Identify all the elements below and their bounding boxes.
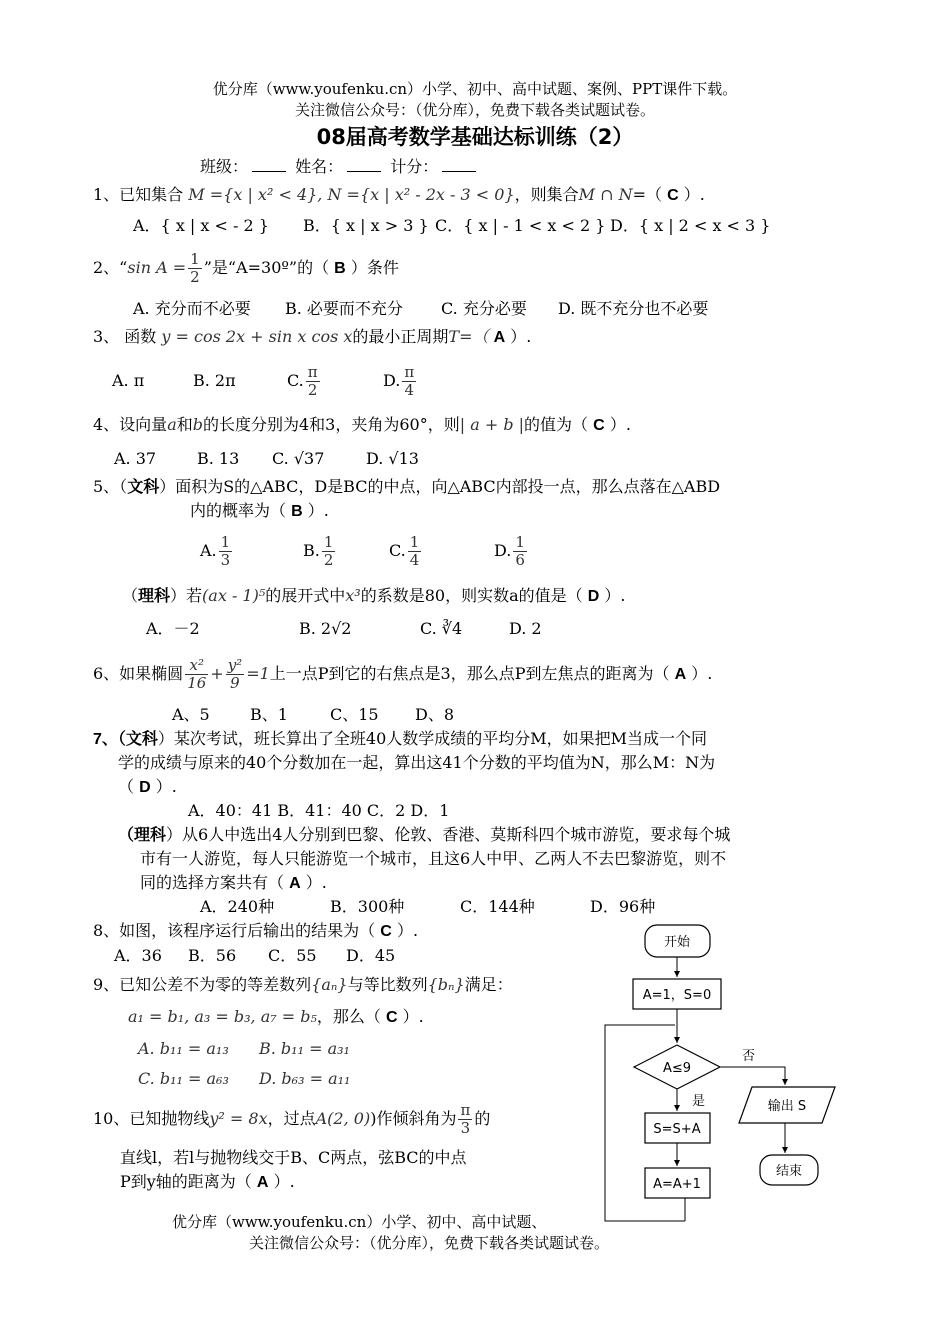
question-6	[93, 651, 712, 698]
q8-end: ）.	[396, 921, 419, 940]
q7-text3-a: （	[118, 777, 135, 796]
q7b-text1: ）从6人中选出4人分别到巴黎、伦敦、香港、莫斯科四个城市游览，要求每个城	[166, 825, 731, 844]
q7b-prefix: （	[118, 827, 135, 844]
q2-frac-den: 2	[190, 268, 200, 286]
program-flowchart	[600, 915, 930, 1235]
q1-answer: C	[667, 187, 679, 204]
q7b-option-b: B．300种	[330, 897, 405, 916]
q3-option-b: B. 2π	[193, 371, 236, 390]
q10-fraction	[458, 1102, 472, 1137]
question-4	[93, 414, 631, 437]
q7b-line-3	[140, 872, 327, 895]
student-info	[200, 156, 480, 178]
q2-answer: B	[334, 260, 346, 277]
q1-expr: M ={x | x² < 4}, N ={x | x² - 2x - 3 < 0}	[188, 185, 515, 204]
q9-prefix: 9、已知公差不为零的等差数列	[93, 975, 312, 994]
q5-opt-b-den: 2	[323, 551, 334, 569]
q4-vec-b: b	[192, 415, 203, 434]
q9-option-d: D. b₆₃ = a₁₁	[259, 1069, 351, 1088]
flow-init-text: A=1，S=0	[642, 988, 712, 1003]
q9-tail: 满足：	[464, 975, 513, 994]
q1-option-a: A．{ x | x < - 2 }	[133, 216, 269, 235]
q4-option-b: B. 13	[197, 449, 240, 468]
q1-prefix: 1、已知集合	[93, 185, 184, 204]
flow-yes-label: 是	[692, 1094, 706, 1109]
q5-text2: 内的概率为（	[190, 501, 287, 520]
q5b-end: ）.	[604, 586, 626, 605]
q5-opt-d-num: 1	[515, 533, 525, 551]
q8-option-b: B．56	[188, 946, 237, 965]
q3-opt-c-num: π	[307, 363, 318, 381]
q5-end: ）.	[307, 501, 329, 520]
q10-answer: A	[256, 1174, 269, 1191]
q6-text: 上一点P到它的右焦点是3，那么点P到左焦点的距离为（	[269, 664, 670, 683]
question-3	[93, 326, 531, 349]
q7b-option-c: C．144种	[460, 897, 535, 916]
q5b-tag: 理科	[138, 588, 171, 605]
q7-tag: 文科	[125, 731, 158, 748]
q6-end: ）.	[691, 664, 713, 683]
q7-answer: D	[139, 779, 151, 796]
page-title: 08届高考数学基础达标训练（2）	[316, 125, 634, 149]
footer-line-2: 关注微信公众号：（优分库），免费下载各类试题试卷。	[249, 1234, 610, 1252]
q5-opt-a-label: A.	[200, 541, 217, 560]
q4-option-d: D. √13	[366, 449, 419, 468]
q9-mid: 与等比数列	[347, 975, 428, 994]
q2-frac-num: 1	[190, 250, 200, 268]
q2-option-c: C. 充分必要	[441, 299, 527, 318]
q4-answer: C	[593, 417, 605, 434]
q3-end: ）.	[510, 327, 532, 346]
q6-n1: x²	[185, 657, 208, 675]
q7-line-3	[118, 776, 177, 799]
q7b-option-a: A．240种	[200, 897, 275, 916]
q5-prefix: 5、（	[93, 477, 128, 496]
q9-option-c: C. b₁₁ = a₆₃	[138, 1069, 229, 1088]
q5-opt-d-den: 6	[515, 551, 525, 569]
q6-option-c: C、15	[330, 705, 379, 724]
q8-option-c: C．55	[268, 946, 317, 965]
q7-text1: ）某次考试，班长算出了全班40人数学成绩的平均分M，如果把M当成一个同	[157, 729, 708, 748]
class-blank	[252, 171, 286, 172]
q10-frac-num: π	[460, 1101, 471, 1119]
q4-mid: 的长度分别为4和3，夹角为60°，则	[203, 415, 460, 434]
q3-opt-d-frac	[402, 364, 416, 399]
question-7	[93, 728, 707, 751]
q10-frac-den: 3	[460, 1119, 471, 1137]
q3-mid: 的最小正周期	[352, 327, 449, 346]
q1-suffix: ，则集合	[514, 185, 579, 204]
question-1	[93, 184, 705, 207]
q7-line-2: 学的成绩与原来的40个分数加在一起，算出这41个分数的平均值为N，那么M：N为	[118, 753, 716, 772]
q5-opt-b-label: B.	[303, 541, 320, 560]
q6-answer: A	[674, 666, 687, 683]
q5-opt-c-frac	[408, 534, 422, 569]
q5-text1: ）面积为S的△ABC，D是BC的中点，向△ABC内部投一点，那么点落在△ABD	[159, 477, 721, 496]
flow-decision-text: A≤9	[662, 1061, 692, 1076]
q3-prefix: 3、 函数	[93, 327, 157, 346]
flow-body2-text: A=A+1	[653, 1177, 701, 1192]
q9-cond-tail: ，那么（	[316, 1007, 381, 1026]
q5-opt-d-label: D.	[494, 541, 512, 560]
q5b-x3: x³	[345, 586, 361, 605]
q7-options: A．40：41 B．41：40 C．2 D．1	[188, 801, 450, 820]
q9-option-b: B. b₁₁ = a₃₁	[259, 1039, 350, 1058]
q5b-answer: D	[587, 588, 600, 605]
q6-frac-2	[226, 657, 245, 692]
q3-opt-d-num: π	[404, 363, 415, 381]
q4-vec-a: a	[167, 415, 177, 434]
q5-opt-d-frac	[513, 534, 527, 569]
q4-option-c: C. √37	[272, 449, 325, 468]
flow-no-label: 否	[742, 1049, 756, 1064]
q10-end: ）.	[273, 1172, 295, 1191]
flow-body1-text: S=S+A	[653, 1122, 701, 1137]
q5b-option-c: C. ∛4	[420, 619, 463, 638]
q9-end: ）.	[402, 1007, 424, 1026]
q2-option-a: A. 充分而不必要	[133, 299, 251, 318]
q7b-text3: 同的选择方案共有（	[140, 873, 285, 892]
q5-tag: 文科	[127, 479, 160, 496]
q5-option-b	[303, 528, 337, 574]
q2-expr: sin A =	[127, 258, 187, 277]
q10-point: A(2, 0)	[315, 1109, 371, 1128]
q2-mid: ”是“A=30º”的（	[203, 258, 330, 277]
question-5b	[122, 585, 625, 608]
q10-line-3	[120, 1171, 295, 1194]
q1-tail: =（	[632, 185, 663, 204]
q5b-option-b: B. 2√2	[299, 619, 352, 638]
q6-option-a: A、5	[172, 705, 210, 724]
q3-opt-c-label: C.	[287, 371, 304, 390]
question-7b	[118, 824, 730, 847]
q5b-tail: 的系数是80，则实数a的值是（	[360, 586, 583, 605]
question-9	[93, 974, 513, 996]
q1-option-d: D．{ x | 2 < x < 3 }	[610, 216, 771, 235]
question-8	[93, 920, 418, 943]
q3-option-a: A. π	[112, 371, 145, 390]
q6-option-d: D、8	[415, 705, 455, 724]
q5-opt-c-label: C.	[389, 541, 406, 560]
q3-expr: y = cos 2x + sin x cos x	[161, 327, 353, 346]
q5-option-d	[494, 528, 529, 574]
question-10	[93, 1096, 490, 1142]
q3-option-d	[383, 358, 418, 404]
q5-option-a	[200, 528, 234, 574]
q5b-option-d: D. 2	[509, 619, 542, 638]
q3-opt-d-den: 4	[404, 381, 415, 399]
q7b-tag: 理科	[134, 827, 167, 844]
q10-expr: y² = 8x	[209, 1109, 268, 1128]
score-label: 计分：	[390, 157, 439, 176]
q8-option-a: A．36	[114, 946, 162, 965]
q10-mid: ，过点	[267, 1109, 316, 1128]
q3-option-c	[287, 358, 322, 404]
q4-tail: 的值为（	[524, 415, 589, 434]
q4-option-a: A. 37	[114, 449, 157, 468]
q5-answer: B	[291, 503, 303, 520]
q8-option-d: D．45	[346, 946, 396, 965]
flow-output-text: 输出 S	[767, 1099, 807, 1114]
q5b-prefix: （	[122, 586, 139, 605]
class-label: 班级：	[200, 157, 249, 176]
q3-opt-c-frac	[306, 364, 320, 399]
q4-and: 和	[176, 415, 193, 434]
q4-prefix: 4、设向量	[93, 415, 168, 434]
q5b-mid: 的展开式中	[265, 586, 346, 605]
q9-bn: {bₙ}	[427, 975, 465, 994]
q6-d2: 9	[230, 674, 240, 692]
name-blank	[347, 171, 381, 172]
score-blank	[442, 171, 476, 172]
q9-answer: C	[386, 1009, 398, 1026]
q5b-text: ）若	[170, 586, 203, 605]
q5-opt-b-frac	[322, 534, 336, 569]
q5b-option-a: A．－2	[146, 619, 200, 638]
q5b-expr: (ax - 1)⁵	[202, 586, 266, 605]
q5-option-c	[389, 528, 423, 574]
q3-opt-d-label: D.	[383, 371, 401, 390]
q10-prefix: 10、已知抛物线	[93, 1109, 210, 1128]
q9-option-a: A. b₁₁ = a₁₃	[138, 1039, 229, 1058]
q9-an: {aₙ}	[311, 975, 348, 994]
q10-text: )作倾斜角为	[370, 1109, 457, 1128]
q8-answer: C	[380, 923, 392, 940]
q5-opt-a-num: 1	[220, 533, 231, 551]
q7-text3-b: ）.	[155, 777, 177, 796]
header-line-2: 关注微信公众号：（优分库），免费下载各类试题试卷。	[294, 101, 655, 119]
q1-option-b: B．{ x | x > 3 }	[303, 216, 429, 235]
q9-cond: a₁ = b₁, a₃ = b₃, a₇ = b₅	[128, 1007, 317, 1026]
q7b-end: ）.	[305, 873, 327, 892]
q6-frac-1	[185, 657, 208, 692]
q7b-line-2: 市有一人游览，每人只能游览一个城市，且这6人中甲、乙两人不去巴黎游览，则不	[140, 849, 727, 868]
q2-option-d: D. 既不充分也不必要	[558, 299, 709, 318]
q6-eq: =1	[246, 664, 270, 683]
q9-condition	[128, 1006, 424, 1029]
q5-opt-b-num: 1	[323, 533, 334, 551]
question-2	[93, 248, 399, 289]
flow-start-text: 开始	[663, 935, 691, 950]
q10-line3-text: P到y轴的距离为（	[120, 1172, 252, 1191]
flow-arrow-no	[720, 1067, 785, 1085]
q5-opt-a-den: 3	[220, 551, 231, 569]
q2-option-b: B. 必要而不充分	[285, 299, 403, 318]
q1-expr2: M ∩ N	[578, 185, 633, 204]
q7b-answer: A	[289, 875, 301, 892]
q8-text: 8、如图，该程序运行后输出的结果为（	[93, 921, 376, 940]
q5-opt-a-frac	[219, 534, 233, 569]
q7b-option-d: D．96种	[590, 897, 656, 916]
q3-answer: A	[493, 329, 506, 346]
q6-prefix: 6、如果椭圆	[93, 664, 184, 683]
q4-end: ）.	[609, 415, 631, 434]
q1-end: ）.	[683, 185, 705, 204]
q10-tail: 的	[474, 1109, 491, 1128]
q2-fraction	[188, 251, 202, 286]
name-label: 姓名：	[295, 157, 344, 176]
q10-line-2: 直线l，若l与抛物线交于B、C两点，弦BC的中点	[120, 1148, 467, 1167]
q5-line-2	[190, 500, 329, 523]
q1-option-c: C．{ x | - 1 < x < 2 }	[435, 216, 606, 235]
q3-t: T=（	[448, 327, 489, 346]
q4-expr: | a + b |	[459, 415, 525, 434]
q2-end: ）条件	[350, 258, 399, 277]
q7-prefix: 7、（	[93, 731, 126, 748]
q6-n2: y²	[227, 656, 243, 674]
q6-plus: +	[210, 664, 224, 683]
footer-line-1: 优分库（www.youfenku.cn）小学、初中、高中试题、	[172, 1213, 547, 1231]
q6-option-b: B、1	[250, 705, 288, 724]
q3-opt-c-den: 2	[307, 381, 318, 399]
q6-d1: 16	[187, 674, 207, 692]
header-line-1: 优分库（www.youfenku.cn）小学、初中、高中试题、案例、PPT课件下载。	[212, 80, 738, 98]
q5-opt-c-num: 1	[409, 533, 420, 551]
flow-end-text: 结束	[775, 1164, 803, 1179]
q2-prefix: 2、“	[93, 258, 128, 277]
question-5	[93, 476, 720, 499]
q5-opt-c-den: 4	[409, 551, 420, 569]
